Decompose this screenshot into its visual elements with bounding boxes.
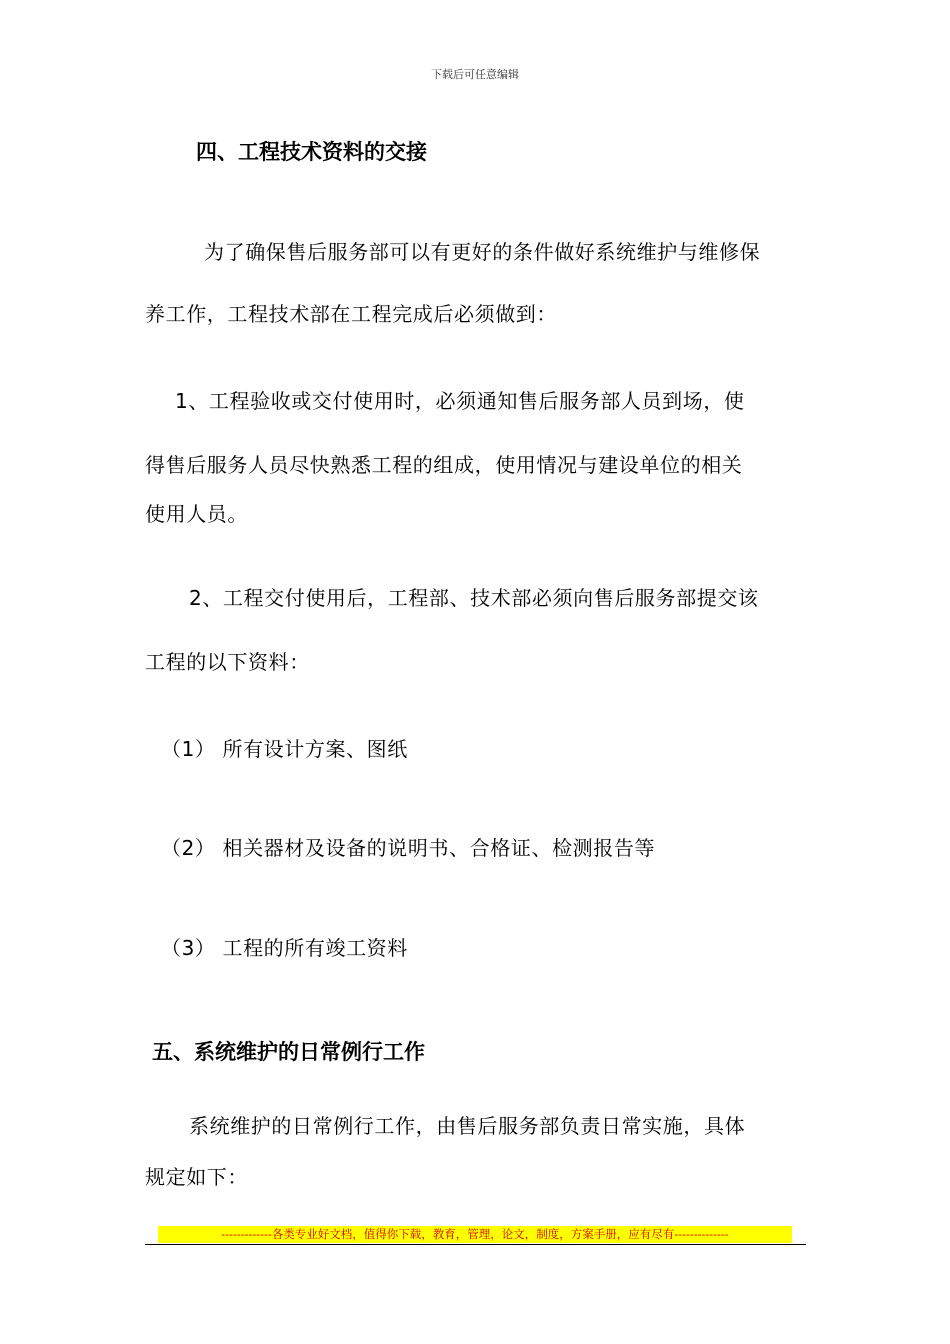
item-1-line-2: 得售后服务人员尽快熟悉工程的组成，使用情况与建设单位的相关 — [145, 453, 743, 477]
section-5-heading: 五、系统维护的日常例行工作 — [152, 1040, 425, 1064]
section-4-intro-line-1: 为了确保售后服务部可以有更好的条件做好系统维护与维修保 — [204, 240, 761, 264]
page-header: 下载后可任意编辑 — [431, 68, 519, 81]
footer-banner: -------------各类专业好文档，值得你下载，教育，管理，论文，制度，方案手册，应有尽有-------------- — [158, 1226, 792, 1243]
section-4-heading: 四、工程技术资料的交接 — [196, 140, 427, 164]
item-2-line-1: 2、工程交付使用后，工程部、技术部必须向售后服务部提交该 — [189, 586, 759, 610]
sub-item-3: （3） 工程的所有竣工资料 — [161, 936, 408, 960]
sub-item-2: （2） 相关器材及设备的说明书、合格证、检测报告等 — [161, 836, 656, 860]
item-1-line-3: 使用人员。 — [145, 502, 248, 526]
section-5-intro-line-1: 系统维护的日常例行工作，由售后服务部负责日常实施，具体 — [189, 1114, 746, 1138]
sub-item-1: （1） 所有设计方案、图纸 — [161, 737, 408, 761]
section-4-intro-line-2: 养工作，工程技术部在工程完成后必须做到： — [145, 302, 557, 326]
item-1-line-1: 1、工程验收或交付使用时，必须通知售后服务部人员到场，使 — [175, 389, 745, 413]
section-5-intro-line-2: 规定如下： — [145, 1165, 248, 1189]
item-2-line-2: 工程的以下资料： — [145, 650, 310, 674]
footer-divider — [145, 1244, 806, 1245]
